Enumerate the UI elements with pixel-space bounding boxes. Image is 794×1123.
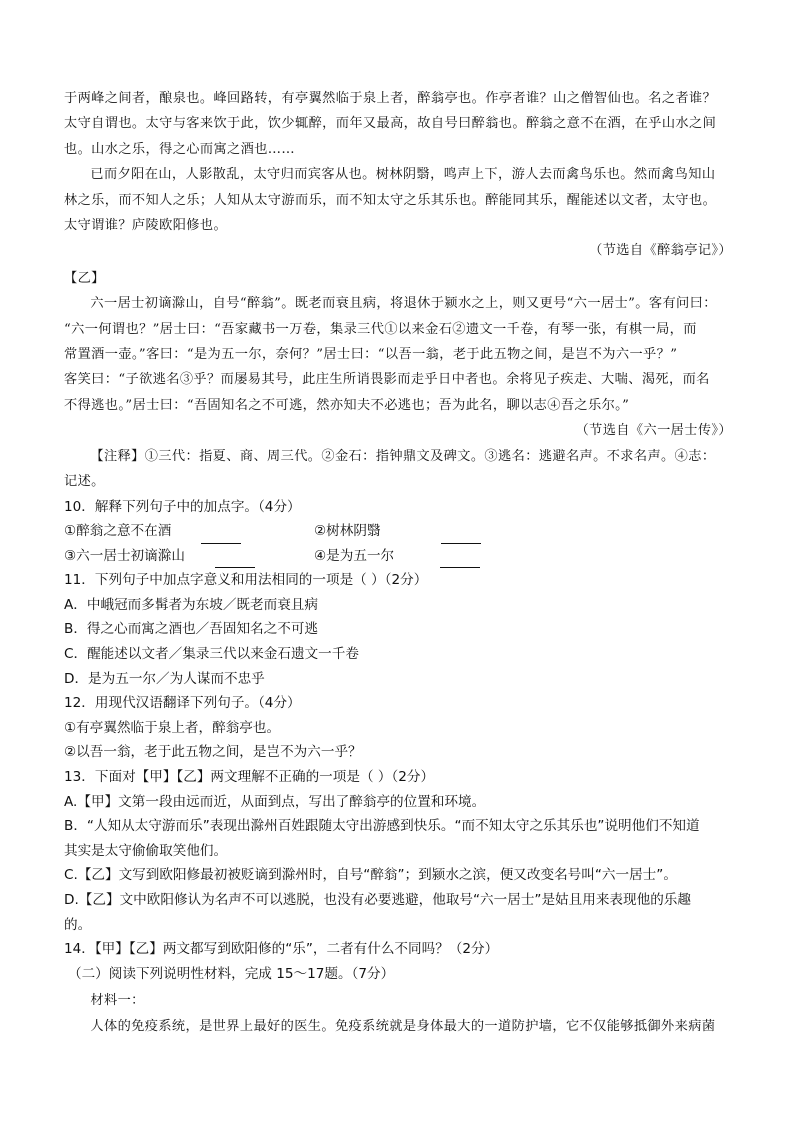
question-14-title: 14．【甲】【乙】两文都写到欧阳修的“乐”，二者有什么不同吗？（2分）: [64, 941, 499, 958]
passage-line: 常置酒一壶。”客曰：“是为五一尔，奈何？”居士曰：“以吾一翁，老于此五物之间，是岂不为六一乎？”: [64, 347, 678, 363]
notes-line: 【注释】①三代：指夏、商、周三代。②金石：指钟鼎文及碑文。③逃名：逃避名声。不求名声。④志：: [90, 448, 716, 464]
question-13-title: 13．下面对【甲】【乙】两文理解不正确的一项是（ ）（2分）: [64, 769, 435, 786]
passage-line: 也。山水之乐，得之心而寓之酒也……: [64, 141, 295, 157]
question-12-item: ②以吾一翁，老于此五物之间，是岂不为六一乎？: [64, 744, 362, 761]
passage-line: 太守自谓也。太守与客来饮于此，饮少辄醉，而年又最高，故自号曰醉翁也。醉翁之意不在酒，在乎山水之间: [64, 116, 717, 132]
passage-line: 不得逃也。”居士曰：“吾固知名之不可逃，然亦知夫不必逃也；吾为此名，聊以志④吾之乐尔。”: [64, 397, 630, 413]
question-11-option-a[interactable]: A．中峨冠而多髯者为东坡／既老而衰且病: [64, 596, 318, 613]
question-11-option-b[interactable]: B．得之心而寓之酒也／吾固知名之不可逃: [64, 621, 319, 638]
question-13-option-d-cont: 的。: [64, 916, 92, 933]
question-11-option-c[interactable]: C．醒能述以文者／集录三代以来金石遗文一千卷: [64, 646, 359, 663]
answer-blank[interactable]: [440, 551, 480, 568]
question-12-item: ①有亭翼然临于泉上者，醉翁亭也。: [64, 719, 281, 736]
answer-blank[interactable]: [441, 527, 481, 544]
question-13-option-b[interactable]: B．“人知从太守游而乐”表现出滁州百姓跟随太守出游感到快乐。“而不知太守之乐其乐也”说明他们不知道: [64, 818, 700, 835]
question-10-item-text: ④是为五一尔: [314, 547, 395, 564]
passage-line: “六一何谓也？”居士曰：“吾家藏书一万卷，集录三代①以来金石②遗文一千卷，有琴一张，有棋一局，而: [64, 321, 697, 337]
question-13-option-d[interactable]: D.【乙】文中欧阳修认为名声不可以逃脱，也没有必要逃避，他取号“六一居士”是姑且用来表现他的乐趣: [64, 892, 691, 908]
question-10-item: [64, 544, 314, 569]
material-line: 人体的免疫系统，是世界上最好的医生。免疫系统就是身体最大的一道防护墙，它不仅能够抵御外来病菌: [90, 1018, 716, 1034]
section-2-title: （二）阅读下列说明性材料，完成 15～17题。（7分）: [68, 965, 395, 982]
question-10-item: [64, 519, 314, 544]
passage-source: （节选自《六一居士传》）: [575, 423, 732, 439]
question-11-option-d[interactable]: D．是为五一尔／为人谋而不忠乎: [64, 670, 265, 687]
answer-blank[interactable]: [215, 551, 255, 568]
question-10-item-text: ①醉翁之意不在酒: [64, 523, 172, 540]
question-11-title: 11．下列句子中加点字意义和用法相同的一项是（ ）（2分）: [64, 572, 428, 589]
question-12-title: 12．用现代汉语翻译下列句子。（4分）: [64, 695, 301, 712]
section-2-material: [64, 988, 740, 1039]
question-10-row: [64, 519, 740, 544]
passage-line: 林之乐，而不知人之乐；人知从太守游而乐，而不知太守之乐其乐也。醉能同其乐，醒能述以文者，太守也。: [64, 192, 717, 208]
questions: [64, 495, 740, 987]
question-10-item-text: ③六一居士初谪滁山: [64, 547, 185, 564]
question-13-option-a[interactable]: A.【甲】文第一段由远而近，从面到点，写出了醉翁亭的位置和环境。: [64, 793, 486, 810]
material-label: 材料一：: [90, 993, 145, 1009]
question-10-item-text: ②树林阴翳: [314, 523, 381, 540]
question-13-option-c[interactable]: C.【乙】文写到欧阳修最初被贬谪到滁州时，自号“醉翁”；到颍水之滨，便又改变名号叫“六一居士”。: [64, 867, 677, 884]
passage-yi: [64, 266, 740, 495]
passage-label: 【乙】: [64, 270, 105, 286]
passage-source: （节选自《醉翁亭记》）: [589, 243, 732, 259]
passage-line: 已而夕阳在山，人影散乱，太守归而宾客从也。树林阴翳，鸣声上下，游人去而禽鸟乐也。然而禽鸟知山: [90, 167, 716, 183]
question-10-item: [314, 519, 481, 544]
passage-line: 客笑曰：“子欲逃名③乎？而屡易其号，此庄生所诮畏影而走乎日中者也。余将见子疾走、大喘、渴死，而名: [64, 372, 710, 388]
passage-line: 六一居士初谪滁山，自号“醉翁”。既老而衰且病，将退休于颍水之上，则又更号“六一居士”。客有问曰：: [90, 296, 717, 312]
question-10-row: [64, 544, 740, 569]
notes-line: 记述。: [64, 474, 105, 490]
passage-line: 于两峰之间者，酿泉也。峰回路转，有亭翼然临于泉上者，醉翁亭也。作亭者谁？山之僧智仙也。名之者谁？: [64, 91, 717, 106]
question-10-item: [314, 544, 480, 569]
question-13-option-b-cont: 其实是太守偷偷取笑他们。: [64, 842, 228, 859]
page-content: [64, 86, 740, 1039]
answer-blank[interactable]: [201, 527, 241, 544]
passage-jia: [64, 86, 740, 264]
question-10-title: 10．解释下列句子中的加点字。（4分）: [64, 498, 301, 515]
passage-line: 太守谓谁？庐陵欧阳修也。: [64, 218, 228, 234]
